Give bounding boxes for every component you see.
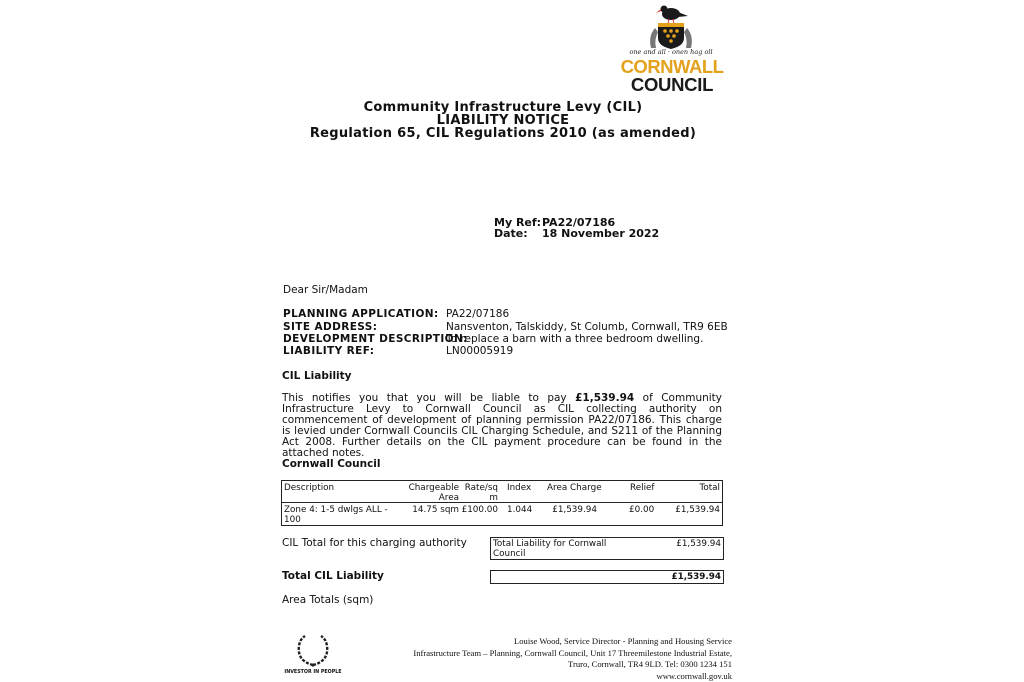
authority-total-box [490,537,724,560]
development-description-value: To replace a barn with a three bedroom dwelling. [446,333,704,345]
logo-word-cornwall: CORNWALL [620,56,724,77]
col-header-chargeable-2: Area [438,493,459,503]
row-chargeable-area: 14.75 sqm [412,505,459,515]
authority-total-box-label-2: Council [493,549,526,559]
my-ref-label: My Ref: [494,216,542,229]
col-header-rate-2: m [489,493,498,503]
col-header-area-charge: Area Charge [547,483,602,493]
authority-heading: Cornwall Council [282,458,381,470]
footer-line-3: Truro, Cornwall, TR4 9LD. Tel: 0300 1234 151 [568,659,732,670]
site-address-value: Nansventon, Talskiddy, St Columb, Cornwall, TR9 6EB [446,321,728,333]
paragraph-start: This notifies you that you will be liable to pay [282,392,576,404]
footer-line-2: Infrastructure Team – Planning, Cornwall Council, Unit 17 Threemilestone Industrial Estate, [413,647,732,658]
notice-title-line3: Regulation 65, CIL Regulations 2010 (as amended) [309,126,697,141]
liability-ref-value: LN00005919 [446,345,514,357]
logo-motto: one and all · onen hag oll [629,48,713,56]
row-area-charge: £1,539.94 [552,505,597,515]
row-description-1: Zone 4: 1-5 dwlgs ALL - [284,505,388,515]
authority-total-box-label-1: Total Liability for Cornwall [493,539,607,549]
notice-title-line1: Community Infrastructure Levy (CIL) [363,100,643,115]
liability-ref-label: LIABILITY REF: [283,345,375,357]
total-cil-label: Total CIL Liability [282,570,384,582]
planning-application-label: PLANNING APPLICATION: [283,308,439,320]
col-header-total: Total [699,483,720,493]
table-header-divider [282,502,722,503]
development-description-label: DEVELOPMENT DESCRIPTION: [283,333,468,345]
date-label: Date: [494,227,528,240]
col-header-description: Description [284,483,335,493]
col-header-rate-1: Rate/sq [464,483,498,493]
row-relief: £0.00 [629,505,655,515]
cil-liability-heading: CIL Liability [282,370,352,382]
authority-total-label: CIL Total for this charging authority [282,537,467,549]
cil-charge-table [281,480,723,526]
liability-amount: £1,539.94 [575,392,635,404]
cil-liability-paragraph [282,393,722,459]
salutation: Dear Sir/Madam [283,284,368,296]
col-header-relief: Relief [630,483,655,493]
logo-word-council: COUNCIL [630,74,714,95]
planning-application-value: PA22/07186 [446,308,510,320]
area-totals-label: Area Totals (sqm) [282,594,374,606]
authority-total-value: £1,539.94 [676,539,721,549]
footer-line-1: Louise Wood, Service Director - Planning and Housing Service [513,636,732,646]
total-cil-box [490,570,724,584]
row-rate: £100.00 [461,505,498,515]
paragraph-end: of Community Infrastructure Levy to Cornwall Council as CIL collecting authority on commencement of development of planning permission PA22/07186. This charge is levied under Cornwall Councils CIL Charging Schedule, and S211 of the Planning Act 2008. Further details on the CIL payment procedure can be found in the attached notes. [282,392,722,459]
row-index: 1.044 [507,505,533,515]
row-description-2: 100 [284,515,301,525]
total-cil-value: £1,539.94 [671,572,721,582]
notice-title-line2: LIABILITY NOTICE [436,113,570,128]
investor-in-people-wreath-icon [294,634,332,668]
col-header-chargeable-1: Chargeable [408,483,459,493]
col-header-index: Index [507,483,532,493]
footer-website-link[interactable]: www.cornwall.gov.uk [656,670,732,681]
crest-chough-icon [618,2,724,50]
date-value: 18 November 2022 [542,227,660,240]
cornwall-council-logo [618,2,724,96]
investor-in-people-label: INVESTOR IN PEOPLE [284,670,342,675]
footer-contact [402,636,732,682]
my-ref-value: PA22/07186 [542,216,616,229]
site-address-label: SITE ADDRESS: [283,321,378,333]
row-total: £1,539.94 [675,505,720,515]
